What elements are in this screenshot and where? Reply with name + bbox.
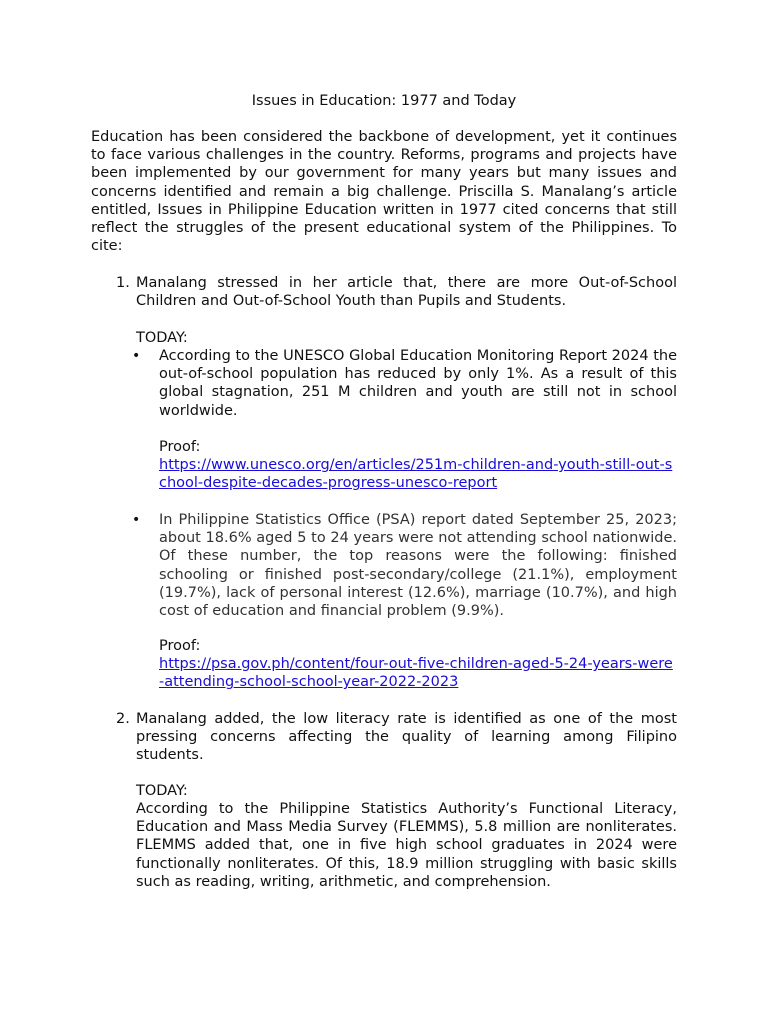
item-1-text: Manalang stressed in her article that, there are more Out-of-School Children and Out-of-School Youth than Pupils and Students.: [136, 275, 677, 310]
bullet-1-text: [159, 347, 677, 420]
document-title: Issues in Education: 1977 and Today: [251, 93, 517, 109]
proof-label: Proof:: [159, 638, 201, 654]
item-2-text: Manalang added, the low literacy rate is identified as one of the most pressing concerns affecting the quality of learning among Filipino students.: [136, 711, 677, 764]
bullet-2-text: In Philippine Statistics Office (PSA) report dated September 25, 2023; about 18.6% aged 5 to 24 years were not attending school nationwide. Of these number, the top reasons were the following: finished schooling or finished post-secondary/college (21.1%), employment (19.7%), lack of personal interest (12.6%), marriage (10.7%), and high cost of education and financial problem (9.9%).: [159, 512, 677, 620]
unesco-report-link[interactable]: https://www.unesco.org/en/articles/251m-children-and-youth-still-out-school-despite-decades-progress-unesco-report: [159, 457, 673, 492]
item-2-today-label: TODAY:: [136, 783, 188, 799]
list-number-1: 1.: [116, 275, 130, 291]
proof-label: Proof:: [159, 439, 201, 455]
bullet-icon: •: [132, 348, 141, 364]
bullet-1-proof: [159, 438, 677, 493]
bullet-1-body: According to the UNESCO Global Education Monitoring Report 2024 the out-of-school population has reduced by only 1%. As a result of this global stagnation, 251 M children and youth are still not in school worldwide.: [159, 348, 677, 419]
psa-report-link[interactable]: https://psa.gov.ph/content/four-out-five-children-aged-5-24-years-were-attending-school-school-year-2022-2023: [159, 656, 673, 691]
list-number-2: 2.: [116, 711, 130, 727]
item-2-today-text: According to the Philippine Statistics Authority’s Functional Literacy, Education and Mass Media Survey (FLEMMS), 5.8 million are nonliterates. FLEMMS added that, one in five high school graduates in 2024 were functionally nonliterates. Of this, 18.9 million struggling with basic skills such as reading, writing, arithmetic, and comprehension.: [136, 801, 677, 890]
bullet-icon: •: [132, 512, 141, 528]
bullet-2-proof: [159, 637, 677, 692]
intro-paragraph: Education has been considered the backbone of development, yet it continues to face various challenges in the country. Reforms, programs and projects have been implemented by our government for many years but many issues and concerns identified and remain a big challenge. Priscilla S. Manalang’s article entitled, Issues in Philippine Education written in 1977 cited concerns that still reflect the struggles of the present educational system of the Philippines. To cite:: [91, 129, 677, 255]
item-1-today-label: TODAY:: [136, 330, 188, 346]
